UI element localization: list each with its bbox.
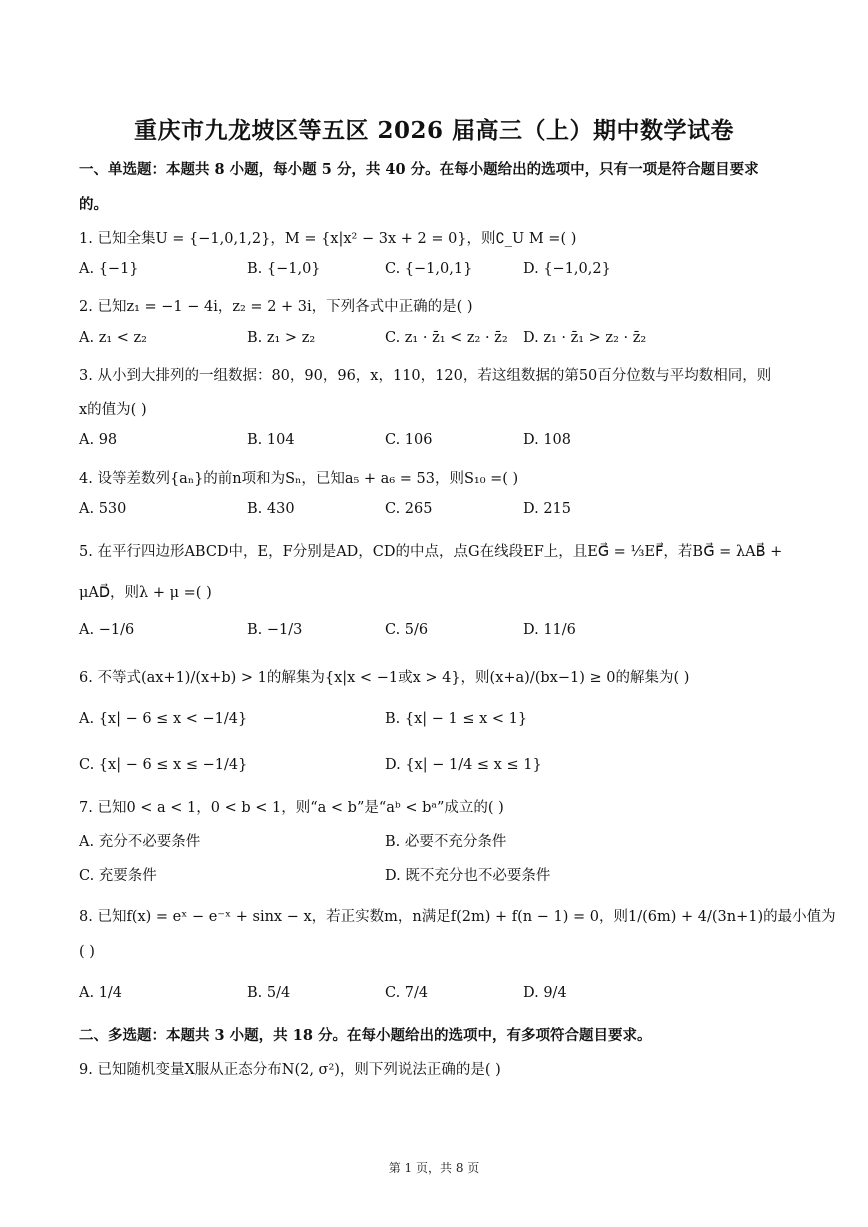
question-1-option-d: D. {−1,0,2} <box>523 261 611 277</box>
question-1-option-c: C. {−1,0,1} <box>385 261 473 277</box>
page-footer: 第 1 页，共 8 页 <box>388 1161 480 1175</box>
question-5-option-d: D. 11/6 <box>523 622 576 638</box>
question-2-option-a: A. z₁ < z₂ <box>79 330 147 346</box>
question-9-stem: 9. 已知随机变量X服从正态分布N(2, σ²)，则下列说法正确的是( ) <box>79 1062 501 1078</box>
question-4-option-b: B. 430 <box>247 501 295 517</box>
question-4-option-c: C. 265 <box>385 501 433 517</box>
question-3-stem: 3. 从小到大排列的一组数据：80，90，96，x，110，120，若这组数据的第50百分位数与平均数相同，则 <box>79 368 772 384</box>
question-7-option-b: B. 必要不充分条件 <box>385 834 507 850</box>
question-6-option-a: A. {x| − 6 ≤ x < −1/4} <box>79 711 248 727</box>
question-3-option-b: B. 104 <box>247 432 295 448</box>
question-8-stem: 8. 已知f(x) = eˣ − e⁻ˣ + sinx − x，若正实数m，n满足f(2m) + f(n − 1) = 0，则1/(6m) + 4/(3n+1)的最小值为 <box>79 909 836 925</box>
question-4-option-a: A. 530 <box>79 501 127 517</box>
question-1-option-b: B. {−1,0} <box>247 261 321 277</box>
question-3-option-a: A. 98 <box>79 432 118 448</box>
question-3-stem-cont: x的值为( ) <box>79 402 147 418</box>
section1-header: 一、单选题：本题共 8 小题，每小题 5 分，共 40 分。在每小题给出的选项中，只有一项是符合题目要求 <box>79 161 759 178</box>
question-7-stem: 7. 已知0 < a < 1，0 < b < 1，则“a < b”是“aᵇ < bᵃ”成立的( ) <box>79 800 504 816</box>
section1-header-cont: 的。 <box>79 196 108 213</box>
question-2-option-b: B. z₁ > z₂ <box>247 330 316 346</box>
question-4-option-d: D. 215 <box>523 501 572 517</box>
question-2-option-d: D. z₁ · z̄₁ > z₂ · z̄₂ <box>523 330 647 346</box>
question-2-option-c: C. z₁ · z̄₁ < z₂ · z̄₂ <box>385 330 508 346</box>
question-5-stem-cont: μAD⃗，则λ + μ =( ) <box>79 585 212 601</box>
question-6-option-b: B. {x| − 1 ≤ x < 1} <box>385 711 528 727</box>
question-1-option-a: A. {−1} <box>79 261 139 277</box>
question-1-stem: 1. 已知全集U = {−1,0,1,2}，M = {x|x² − 3x + 2 = 0}，则∁_U M =( ) <box>79 231 577 247</box>
question-7-option-a: A. 充分不必要条件 <box>79 834 201 850</box>
question-7-option-d: D. 既不充分也不必要条件 <box>385 868 551 884</box>
page-title: 重庆市九龙坡区等五区 2026 届高三（上）期中数学试卷 <box>133 117 735 144</box>
question-8-option-b: B. 5/4 <box>247 985 291 1001</box>
question-4-stem: 4. 设等差数列{aₙ}的前n项和为Sₙ，已知a₅ + a₆ = 53，则S₁₀ =( ) <box>79 471 519 487</box>
question-3-option-d: D. 108 <box>523 432 572 448</box>
question-8-option-d: D. 9/4 <box>523 985 567 1001</box>
question-6-stem: 6. 不等式(ax+1)/(x+b) > 1的解集为{x|x < −1或x > 4}，则(x+a)/(bx−1) ≥ 0的解集为( ) <box>79 670 690 686</box>
question-5-option-a: A. −1/6 <box>79 622 135 638</box>
question-8-option-c: C. 7/4 <box>385 985 429 1001</box>
question-3-option-c: C. 106 <box>385 432 433 448</box>
question-2-stem: 2. 已知z₁ = −1 − 4i，z₂ = 2 + 3i，下列各式中正确的是( ) <box>79 299 473 315</box>
question-6-option-d: D. {x| − 1/4 ≤ x ≤ 1} <box>385 757 542 773</box>
question-7-option-c: C. 充要条件 <box>79 868 157 884</box>
question-8-option-a: A. 1/4 <box>79 985 123 1001</box>
question-6-option-c: C. {x| − 6 ≤ x ≤ −1/4} <box>79 757 248 773</box>
question-8-stem-cont: ( ) <box>79 944 95 960</box>
section2-header: 二、多选题：本题共 3 小题，共 18 分。在每小题给出的选项中，有多项符合题目要求。 <box>79 1027 652 1044</box>
question-5-option-c: C. 5/6 <box>385 622 429 638</box>
question-5-option-b: B. −1/3 <box>247 622 303 638</box>
question-5-stem: 5. 在平行四边形ABCD中，E，F分别是AD，CD的中点，点G在线段EF上，且EG⃗ = ⅓EF⃗，若BG⃗ = λAB⃗ + <box>79 544 783 560</box>
